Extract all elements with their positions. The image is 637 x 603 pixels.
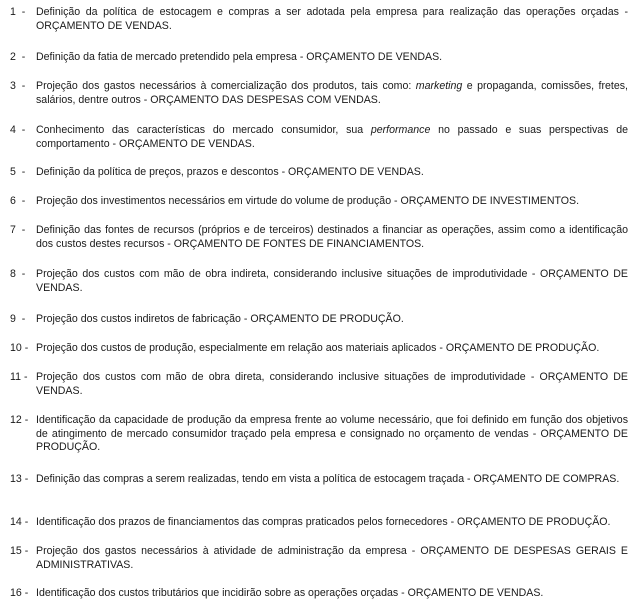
item-text: Projeção dos custos com mão de obra direta, considerando inclusive situações de improdutividade - ORÇAMENTO DE VENDAS. [36,371,628,397]
item-number: 5 - [10,166,26,178]
item-number: 8 - [10,268,26,280]
item-text: Identificação dos prazos de financiamentos das compras praticados pelos fornecedores - ORÇAMENTO DE PRODUÇÃO. [36,516,611,528]
item-number: 10 - [10,342,29,354]
item-text: Definição da fatia de mercado pretendido pela empresa - ORÇAMENTO DE VENDAS. [36,51,443,63]
item-number: 1 - [10,6,26,18]
item-number: 3 - [10,80,26,92]
item-text: Projeção dos gastos necessários à atividade de administração da empresa - ORÇAMENTO DE DESPESAS GERAIS E ADMINISTRATIVAS. [36,545,628,571]
item-number: 16 - [10,587,29,599]
italic-term: performance [370,124,431,136]
item-number: 6 - [10,195,26,207]
item-number: 2 - [10,51,26,63]
item-number: 4 - [10,124,26,136]
item-text: Projeção dos gastos necessários à comercialização dos produtos, tais como: marketing e propaganda, comissões, fretes, salários, dentre outros - ORÇAMENTO DAS DESPESAS COM VENDAS. [36,80,628,106]
italic-term: marketing [415,80,463,92]
item-text: Projeção dos custos indiretos de fabricação - ORÇAMENTO DE PRODUÇÃO. [36,313,404,325]
item-text: Definição das fontes de recursos (próprios e de terceiros) destinados a financiar as operações, assim como a identificação dos custos destes recursos - ORÇAMENTO DE FONTES DE FINANCIAMENTOS. [36,224,628,250]
item-number: 12 - [10,414,29,426]
item-number: 13 - [10,473,29,485]
item-text: Definição da política de preços, prazos e descontos - ORÇAMENTO DE VENDAS. [36,166,424,178]
item-text: Identificação da capacidade de produção da empresa frente ao volume necessário, que foi definido em função dos objetivos de atingimento de mercado consumidor traçado pela empresa e consignado no orçamento de vendas - ORÇAMENTO DE PRODUÇÃO. [36,414,628,453]
item-text: Projeção dos investimentos necessários em virtude do volume de produção - ORÇAMENTO DE INVESTIMENTOS. [36,195,580,207]
item-text: Identificação dos custos tributários que incidirão sobre as operações orçadas - ORÇAMENTO DE VENDAS. [36,587,544,599]
item-number: 9 - [10,313,26,325]
item-number: 7 - [10,224,26,236]
item-number: 15 - [10,545,29,557]
item-text: Definição da política de estocagem e compras a ser adotada pela empresa para realização das operações orçadas - ORÇAMENTO DE VENDAS. [36,6,628,32]
item-text: Definição das compras a serem realizadas, tendo em vista a política de estocagem traçada - ORÇAMENTO DE COMPRAS. [36,473,620,485]
item-number: 11 - [10,371,28,383]
item-number: 14 - [10,516,29,528]
item-text: Projeção dos custos com mão de obra indireta, considerando inclusive situações de improdutividade - ORÇAMENTO DE VENDAS. [36,268,628,294]
item-text: Projeção dos custos de produção, especialmente em relação aos materiais aplicados - ORÇAMENTO DE PRODUÇÃO. [36,342,600,354]
item-text: Conhecimento das características do mercado consumidor, sua performance no passado e suas perspectivas de comportamento - ORÇAMENTO DE VENDAS. [36,124,628,150]
